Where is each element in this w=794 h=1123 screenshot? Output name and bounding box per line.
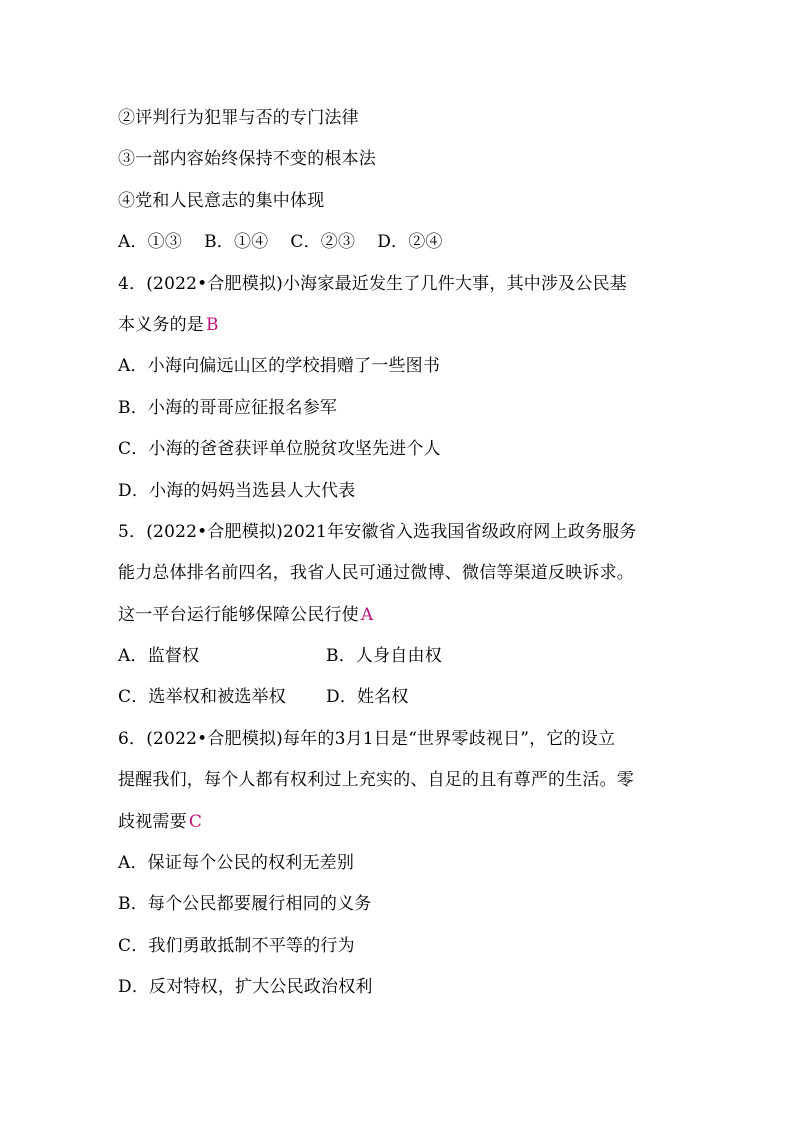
q6-stem-line-3: [118, 802, 688, 843]
q4-option-b: B．小海的哥哥应征报名参军: [118, 397, 338, 418]
q4-stem-line-1: 4．(2022•合肥模拟)小海家最近发生了几件大事，其中涉及公民基: [118, 273, 627, 294]
q6-option-a: A．保证每个公民的权利无差别: [118, 853, 355, 874]
q5-stem-line-2: 能力总体排名前四名，我省人民可通过微博、微信等渠道反映诉求。: [118, 563, 634, 584]
q4-option-d: D．小海的妈妈当选县人大代表: [118, 480, 356, 501]
q3-item-4: ④党和人民意志的集中体现: [118, 190, 325, 211]
q4-answer: B: [206, 314, 219, 335]
q5-option-d: D．姓名权: [326, 687, 409, 708]
q3-option-b: B．①④: [204, 232, 269, 253]
q6-option-c: C．我们勇敢抵制不平等的行为: [118, 935, 355, 956]
q4-stem-line-2: [118, 305, 688, 346]
q5-stem-line-1: 5．(2022•合肥模拟)2021年安徽省入选我国省级政府网上政务服务: [118, 521, 637, 542]
q5-options-row-1: [118, 636, 688, 677]
q6-answer: C: [188, 811, 203, 832]
q5-options-row-2: [118, 677, 688, 718]
q5-option-c: C．选举权和被选举权: [118, 687, 287, 708]
q5-stem-text: 这一平台运行能够保障公民行使: [118, 604, 359, 625]
q3-item-3: ③一部内容始终保持不变的根本法: [118, 149, 376, 170]
q4-option-c: C．小海的爸爸获评单位脱贫攻坚先进个人: [118, 439, 441, 460]
q5-answer: A: [360, 604, 374, 625]
q5-option-b: B．人身自由权: [326, 646, 442, 667]
q3-option-a: A．①③: [118, 232, 183, 253]
q6-option-d: D．反对特权，扩大公民政治权利: [118, 977, 373, 998]
q4-stem-text: 本义务的是: [118, 314, 204, 335]
q6-stem-line-2: 提醒我们，每个人都有权利过上充实的、自足的且有尊严的生活。零: [118, 770, 634, 791]
q3-options: [118, 222, 688, 263]
q3-option-c: C．②③: [290, 232, 356, 253]
q5-option-a: A．监督权: [118, 646, 200, 667]
document-page: [118, 98, 688, 1009]
q5-stem-line-3: [118, 595, 688, 636]
q3-option-d: D．②④: [377, 232, 443, 253]
q6-stem-line-1: 6．(2022•合肥模拟)每年的3月1日是“世界零歧视日”，它的设立: [118, 728, 616, 749]
q6-option-b: B．每个公民都要履行相同的义务: [118, 894, 372, 915]
q4-option-a: A．小海向偏远山区的学校捐赠了一些图书: [118, 356, 441, 377]
q6-stem-text: 歧视需要: [118, 811, 187, 832]
q3-item-2: ②评判行为犯罪与否的专门法律: [118, 108, 359, 128]
